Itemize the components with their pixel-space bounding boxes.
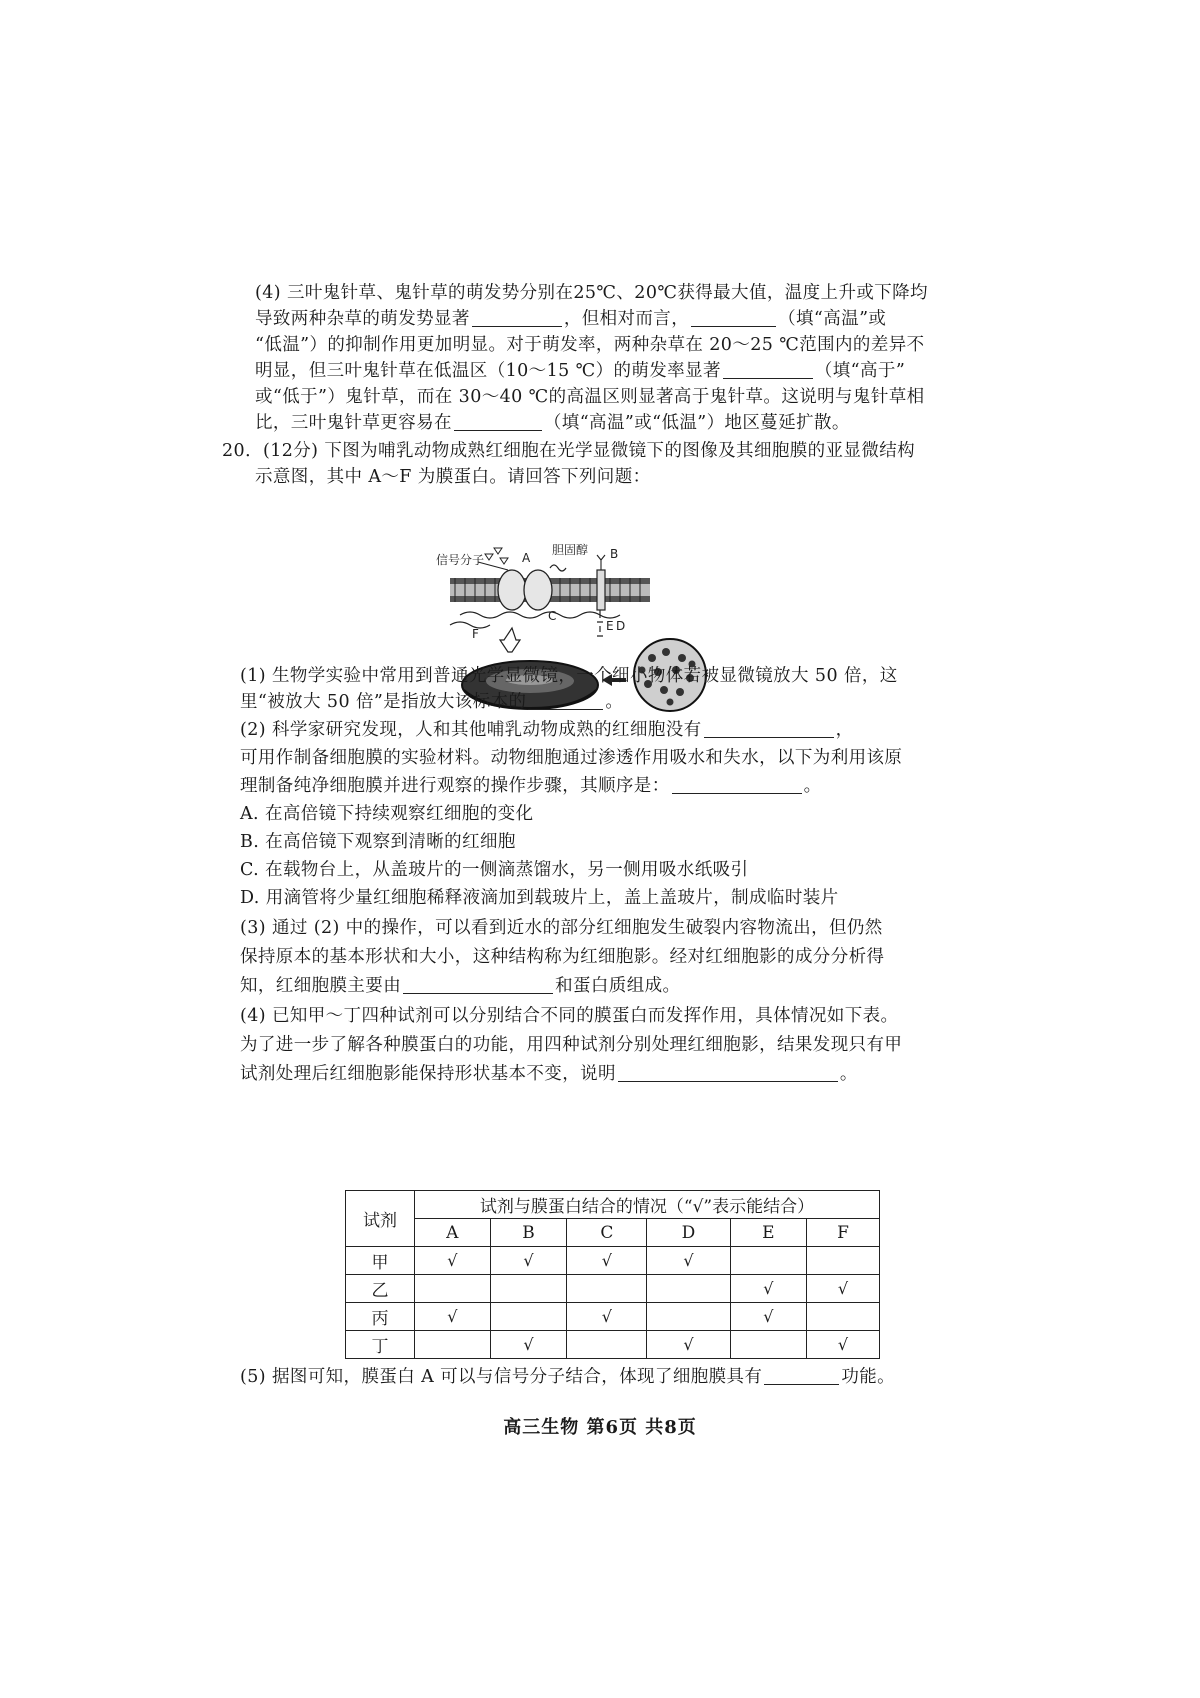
signal-molecule-label: 信号分子: [436, 553, 485, 567]
cholesterol-icon: [550, 565, 566, 571]
binding-cell: √: [647, 1247, 730, 1275]
q20-2-line3: 理制备纯净细胞膜并进行观察的操作步骤，其顺序是： 。: [240, 776, 822, 796]
answer-blank[interactable]: [454, 413, 542, 431]
q19-4-line4: 明显，但三叶鬼针草在低温区（10～15 ℃）的萌发率显著 （填“高于”: [255, 361, 906, 381]
membrane-protein-b: [597, 555, 605, 610]
protein-c-label: C: [548, 609, 557, 623]
protein-header: A: [415, 1219, 491, 1247]
answer-blank[interactable]: [704, 720, 834, 738]
q20-4-line3: 试剂处理后红细胞影能保持形状基本不变，说明 。: [240, 1064, 858, 1084]
option-c: C. 在载物台上，从盖玻片的一侧滴蒸馏水，另一侧用吸水纸吸引: [240, 860, 749, 880]
membrane-protein-a: [498, 570, 552, 610]
q19-4-line3: “低温”）的抑制作用更加明显。对于萌发率，两种杂草在 20～25 ℃范围内的差异不: [255, 335, 925, 355]
reagent-name: 乙: [346, 1275, 415, 1303]
protein-f-label: F: [472, 627, 479, 641]
q20-1-line1: (1) 生物学实验中常用到普通光学显微镜，一个细小物体若被显微镜放大 50 倍，这: [240, 666, 898, 686]
header-reagent: 试剂: [346, 1191, 415, 1247]
binding-cell: √: [807, 1331, 880, 1359]
protein-header: D: [647, 1219, 730, 1247]
binding-cell: [807, 1247, 880, 1275]
binding-cell: [807, 1303, 880, 1331]
binding-cell: [730, 1247, 806, 1275]
q19-4-line5: 或“低于”）鬼针草，而在 30～40 ℃的高温区则显著高于鬼针草。这说明与鬼针草相: [255, 387, 925, 407]
binding-cell: [567, 1275, 647, 1303]
protein-b-label: B: [610, 547, 619, 561]
option-d: D. 用滴管将少量红细胞稀释液滴加到载玻片上，盖上盖玻片，制成临时装片: [240, 888, 839, 908]
reagent-name: 丁: [346, 1331, 415, 1359]
answer-blank[interactable]: [764, 1367, 839, 1385]
zoom-arrow-icon: [500, 628, 520, 652]
q20-3-line2: 保持原本的基本形状和大小，这种结构称为红细胞影。经对红细胞影的成分分析得: [240, 947, 885, 967]
protein-header: E: [730, 1219, 806, 1247]
q19-4-line1: (4) 三叶鬼针草、鬼针草的萌发势分别在25℃、20℃获得最大值，温度上升或下降均: [255, 283, 928, 303]
header-binding: 试剂与膜蛋白结合的情况（“√”表示能结合）: [415, 1191, 880, 1219]
binding-cell: √: [490, 1331, 567, 1359]
q20-2-line2: 可用作制备细胞膜的实验材料。动物细胞通过渗透作用吸水和失水，以下为利用该原: [240, 748, 903, 768]
table-row: [346, 1275, 880, 1303]
q20-3-line3: 知，红细胞膜主要由 和蛋白质组成。: [240, 976, 681, 996]
binding-cell: √: [415, 1303, 491, 1331]
binding-cell: √: [490, 1247, 567, 1275]
protein-d-label: D: [616, 619, 626, 633]
q20-4-line2: 为了进一步了解各种膜蛋白的功能，用四种试剂分别处理红细胞影，结果发现只有甲: [240, 1035, 903, 1055]
q20-5-line: (5) 据图可知，膜蛋白 A 可以与信号分子结合，体现了细胞膜具有 功能。: [240, 1367, 896, 1387]
protein-a-label: A: [522, 551, 531, 565]
binding-cell: √: [730, 1303, 806, 1331]
answer-blank[interactable]: [672, 776, 802, 794]
reagent-name: 甲: [346, 1247, 415, 1275]
binding-cell: √: [730, 1275, 806, 1303]
q20-2-line1: (2) 科学家研究发现，人和其他哺乳动物成熟的红细胞没有 ，: [240, 720, 854, 740]
binding-cell: [490, 1275, 567, 1303]
answer-blank[interactable]: [472, 309, 562, 327]
table-row: [346, 1247, 880, 1275]
binding-cell: [415, 1331, 491, 1359]
answer-blank[interactable]: [528, 692, 603, 710]
q20-intro-line2: 示意图，其中 A～F 为膜蛋白。请回答下列问题：: [255, 467, 651, 487]
binding-cell: [647, 1275, 730, 1303]
binding-cell: [647, 1303, 730, 1331]
binding-cell: [567, 1331, 647, 1359]
reagent-name: 丙: [346, 1303, 415, 1331]
q20-3-line1: (3) 通过 (2) 中的操作，可以看到近水的部分红细胞发生破裂内容物流出，但仍然: [240, 918, 883, 938]
q19-4-line2: 导致两种杂草的萌发势显著 ，但相对而言， （填“高温”或: [255, 309, 887, 329]
q19-4-line6: 比，三叶鬼针草更容易在 （填“高温”或“低温”）地区蔓延扩散。: [255, 413, 850, 433]
q20-4-line1: (4) 已知甲～丁四种试剂可以分别结合不同的膜蛋白而发挥作用，具体情况如下表。: [240, 1006, 899, 1026]
binding-cell: √: [567, 1303, 647, 1331]
protein-header: B: [490, 1219, 567, 1247]
cholesterol-label: 胆固醇: [552, 543, 589, 557]
binding-cell: [730, 1331, 806, 1359]
binding-cell: √: [807, 1275, 880, 1303]
protein-header: F: [807, 1219, 880, 1247]
answer-blank[interactable]: [403, 976, 553, 994]
binding-cell: √: [415, 1247, 491, 1275]
reagent-binding-table: [345, 1190, 880, 1359]
answer-blank[interactable]: [723, 361, 813, 379]
q20-1-line2: 里“被放大 50 倍”是指放大该标本的 。: [240, 692, 624, 712]
protein-e-label: E: [606, 619, 614, 633]
binding-cell: [415, 1275, 491, 1303]
option-a: A. 在高倍镜下持续观察红细胞的变化: [240, 804, 534, 824]
table-row: [346, 1303, 880, 1331]
binding-cell: √: [647, 1331, 730, 1359]
protein-header: C: [567, 1219, 647, 1247]
answer-blank[interactable]: [618, 1064, 838, 1082]
table-row: [346, 1331, 880, 1359]
option-b: B. 在高倍镜下观察到清晰的红细胞: [240, 832, 516, 852]
q20-intro-line1: 20．(12分) 下图为哺乳动物成熟红细胞在光学显微镜下的图像及其细胞膜的亚显微结构: [222, 441, 916, 461]
binding-cell: [490, 1303, 567, 1331]
answer-blank[interactable]: [691, 309, 776, 327]
binding-cell: √: [567, 1247, 647, 1275]
protein-header-row: [346, 1219, 880, 1247]
page-footer: 高三生物 第6页 共8页: [503, 1417, 697, 1438]
